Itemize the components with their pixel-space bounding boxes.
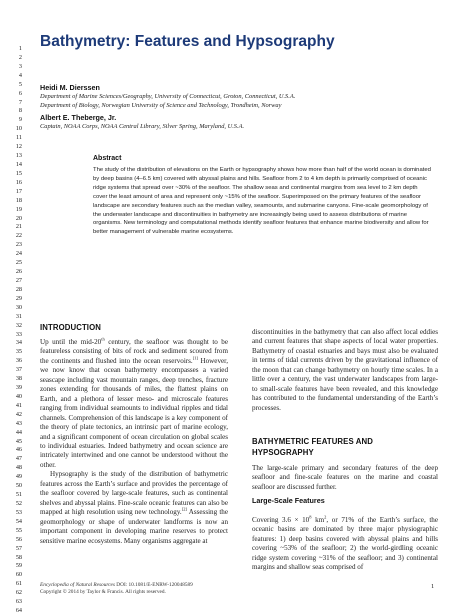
abstract-text: The study of the distribution of elevations on the Earth or hypsography shows how more than half of the world ocean is dominated by deep basins (4–6.5 km) covered with abyssal plains and hills. Seafloor from 2 to 4 km depth is primarily comprised of oceanic ridge systems that spread over ~30% of the seafloor. The shallow seas and continental margins from sea level to 2 km depth cover the least amount of area and represent only ~15% of the seafloor. Superimposed on the primary features of the seafloor landscape are secondary features such as the median valley, seamounts, and submarine canyons. Fine-scale geomorphology of the underwater landscape and discontinuities in bathymetry are increasingly being used to assess distributions of marine organisms. New terminology and computational methods identify seafloor features that enhance marine biodiversity and allow for better management of vulnerable marine ecosystems. [93, 167, 431, 236]
line-number: 36 [15, 357, 22, 365]
line-number: 47 [15, 455, 22, 463]
line-number: 34 [15, 339, 22, 347]
line-number: 14 [15, 160, 22, 168]
author-affiliation: Department of Biology, Norwegian University of Science and Technology, Trondheim, Norway [40, 102, 282, 109]
line-number: 42 [15, 410, 22, 418]
right-paragraph-1: discontinuities in the bathymetry that can also affect local eddies and current features that shape aspects of local water properties. Bathymetry of coastal estuaries and bays must also be evaluated in terms of tidal currents driven by the gravitational influence of the moon that can change bathymetry on hourly time scales. In a little over a century, the vast underwater landscapes from large- to small-scale features have been revealed, and this knowledge has contributed to the fundamental understanding of the Earth’s processes. [252, 328, 438, 412]
line-number: 38 [15, 375, 22, 383]
author-name-2: Albert E. Theberge, Jr. [40, 113, 117, 122]
line-number: 55 [15, 526, 22, 534]
line-number: 33 [15, 330, 22, 338]
line-number: 10 [15, 125, 22, 133]
intro-paragraph-1: Up until the mid-20th century, the seafloor was thought to be featureless consisting of bits of rock and sediment scoured from the continents and flushed into the ocean reservoirs.[1] However, we now know that ocean bathymetry encompasses a varied seascape including vast mountain ranges, deep trenches, fracture zones extending for thousands of miles, the flattest plains on Earth, and a plethora of lesser meso- and microscale features ranging from individual seamounts to individual ripples and tidal channels. Comprehension of this landscape is a key component of the theory of plate tectonics, an intrinsic part of marine ecology, and a significant component of ocean circulation on global scales to individual estuaries. Indeed bathymetry and ocean science are intricately intertwined and one cannot be understood without the other. [40, 336, 229, 469]
line-number: 29 [15, 294, 22, 302]
line-number: 28 [15, 285, 22, 293]
doi-link[interactable]: DOI: 10.1081/E-ENRW-120048589 [114, 582, 193, 588]
line-number: 52 [15, 500, 22, 508]
line-number: 30 [15, 303, 22, 311]
line-number: 43 [15, 419, 22, 427]
line-number: 48 [15, 464, 22, 472]
line-number: 62 [15, 589, 22, 597]
line-number: 32 [15, 321, 22, 329]
line-number: 57 [15, 544, 22, 552]
line-number: 1 [18, 45, 22, 52]
line-number: 8 [18, 107, 22, 115]
line-number: 18 [15, 196, 22, 204]
line-number: 44 [15, 428, 22, 436]
line-number: 24 [15, 250, 22, 258]
line-number: 46 [15, 446, 22, 454]
line-number: 11 [16, 134, 22, 142]
line-number: 41 [15, 401, 22, 409]
copyright-notice: Copyright © 2014 by Taylor & Francis. All rights reserved. [40, 589, 166, 595]
citation-link[interactable]: [1] [192, 355, 198, 361]
line-number: 58 [15, 553, 22, 561]
subsection-heading: Large-Scale Features [252, 496, 325, 505]
line-number: 13 [15, 152, 22, 160]
line-number: 19 [15, 205, 22, 213]
line-number: 21 [15, 223, 22, 231]
introduction-heading: INTRODUCTION [40, 323, 101, 332]
page-title: Bathymetry: Features and Hypsography [40, 33, 335, 50]
intro-paragraph-2: Hypsography is the study of the distribution of bathymetric features across the Earth’s surface and provides the percentage of the seafloor covered by large-scale features, such as continental shelves and abyssal plains. Fine-scale oceanic features can also be mapped at high resolution using new technology.[2] Assessing the geomorphology or shape of underwater landforms is now an important component in developing marine reserves to protect sensitive marine ecosystems. Many organisms aggregate at [40, 470, 228, 545]
author-affiliation: Department of Marine Sciences/Geography, University of Connecticut, Groton, Connecticut, U.S.A. [40, 93, 296, 100]
line-number: 22 [15, 232, 22, 240]
line-number: 12 [15, 143, 22, 151]
right-paragraph-3: Covering $3.6 \times 10^8$ $km^2$, or 71% of the Earth’s surface, the oceanic basins are dominated by three major physiographic features: 1) deep basins covered with abyssal plains and hills covering ~53% of the seafloor; 2) the world-girdling oceanic ridge system covering ~31% of the seafloor; and 3) continental margins and shallow seas comprised of [252, 514, 438, 572]
line-number: 50 [15, 482, 22, 490]
citation-link[interactable]: [2] [181, 506, 187, 512]
line-number: 27 [15, 276, 22, 284]
line-number: 61 [15, 580, 22, 588]
line-number: 60 [15, 571, 22, 579]
right-column-text [252, 328, 438, 413]
author-affiliation: Captain, NOAA Corps, NOAA Central Library, Silver Spring, Maryland, U.S.A. [40, 123, 245, 130]
line-number: 4 [18, 71, 22, 79]
line-number: 53 [15, 508, 22, 516]
line-number: 25 [15, 259, 22, 267]
line-number: 31 [15, 312, 22, 320]
line-number: 51 [15, 491, 22, 499]
line-number: 37 [15, 366, 22, 374]
line-number: 2 [18, 53, 22, 61]
line-number: 16 [15, 178, 22, 186]
line-number: 7 [18, 98, 22, 106]
line-number: 26 [15, 268, 22, 276]
line-number: 64 [15, 607, 22, 615]
line-number: 54 [15, 517, 22, 525]
line-number: 39 [15, 384, 22, 392]
line-number: 20 [15, 214, 22, 222]
page-number: 1 [431, 583, 435, 590]
line-number: 15 [15, 169, 22, 177]
line-number: 9 [18, 116, 22, 124]
section-heading: BATHYMETRIC FEATURES AND HYPSOGRAPHY [252, 437, 373, 457]
line-number: 6 [18, 89, 22, 97]
line-number: 45 [15, 437, 22, 445]
line-number-column [8, 45, 22, 616]
line-number: 3 [18, 62, 22, 70]
line-number: 49 [15, 473, 22, 481]
left-column-text [40, 338, 228, 546]
line-number: 23 [15, 241, 22, 249]
footer-citation: Encyclopedia of Natural Resources DOI: 10.1081/E-ENRW-120048589 Copyright © 2014 by Taylor & Francis. All rights reserved. [40, 582, 193, 595]
line-number: 40 [15, 392, 22, 400]
right-paragraph-2: The large-scale primary and secondary features of the deep seafloor and fine-scale features on the marine and coastal seafloor are discussed further. [252, 464, 438, 491]
author-name-1: Heidi M. Dierssen [40, 83, 100, 92]
line-number: 17 [15, 187, 22, 195]
line-number: 63 [15, 598, 22, 606]
line-number: 59 [15, 562, 22, 570]
abstract-heading: Abstract [93, 155, 122, 162]
line-number: 56 [15, 535, 22, 543]
line-number: 5 [18, 80, 22, 88]
line-number: 35 [15, 348, 22, 356]
